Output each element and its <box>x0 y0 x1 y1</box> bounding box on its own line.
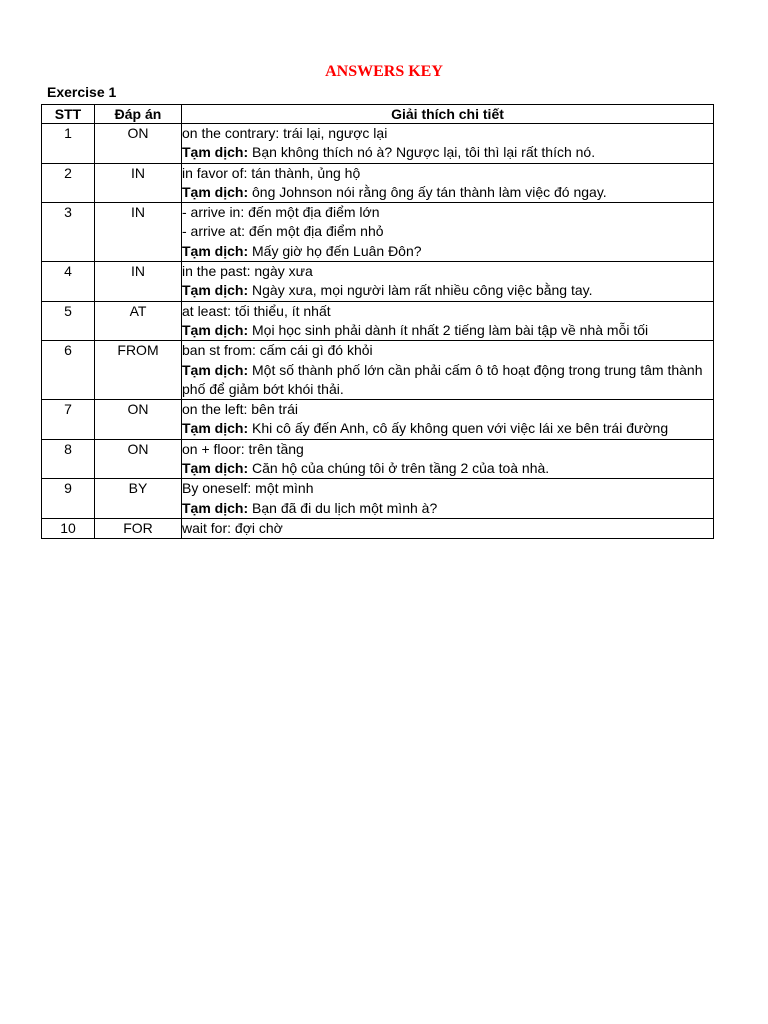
translation-text: Mọi học sinh phải dành ít nhất 2 tiếng làm bài tập về nhà mỗi tối <box>252 321 649 338</box>
row-explanation <box>182 301 714 341</box>
answers-table <box>41 104 714 539</box>
row-number: 3 <box>42 203 95 262</box>
row-explanation <box>182 341 714 400</box>
row-answer: ON <box>95 124 182 164</box>
translation-label: Tạm dịch: <box>182 460 249 477</box>
explanation-line: on + floor: trên tầng <box>182 440 304 457</box>
row-explanation <box>182 518 714 538</box>
translation-label: Tạm dịch: <box>182 282 249 299</box>
translation-line <box>182 361 713 400</box>
row-number: 5 <box>42 301 95 341</box>
header-answer: Đáp án <box>95 105 182 124</box>
translation-text: Bạn không thích nó à? Ngược lại, tôi thì lại rất thích nó. <box>252 144 596 161</box>
explanation-line: in favor of: tán thành, ủng hộ <box>182 164 361 181</box>
table-row <box>42 203 714 262</box>
translation-text: Mấy giờ họ đến Luân Đôn? <box>252 242 422 259</box>
translation-text: Một số thành phố lớn cần phải cấm ô tô hoạt động trong trung tâm thành phố để giảm bớt khói thải. <box>182 361 703 397</box>
header-explanation: Giải thích chi tiết <box>182 105 714 124</box>
row-number: 7 <box>42 400 95 440</box>
row-explanation <box>182 262 714 302</box>
row-explanation <box>182 479 714 519</box>
row-answer: IN <box>95 203 182 262</box>
table-row <box>42 301 714 341</box>
explanation-line: on the contrary: trái lại, ngược lại <box>182 125 388 141</box>
row-explanation <box>182 400 714 440</box>
row-explanation <box>182 203 714 262</box>
page-title: ANSWERS KEY <box>325 63 443 80</box>
translation-text: Bạn đã đi du lịch một mình à? <box>252 499 438 516</box>
table-row <box>42 479 714 519</box>
row-number: 6 <box>42 341 95 400</box>
row-number: 9 <box>42 479 95 519</box>
row-number: 8 <box>42 439 95 479</box>
row-answer: FOR <box>95 518 182 538</box>
row-answer: ON <box>95 439 182 479</box>
translation-text: Khi cô ấy đến Anh, cô ấy không quen với việc lái xe bên trái đường <box>252 420 669 437</box>
translation-line <box>182 281 713 300</box>
explanation-line: wait for: đợi chờ <box>182 519 283 536</box>
translation-label: Tạm dịch: <box>182 242 249 259</box>
table-row <box>42 518 714 538</box>
translation-line <box>182 143 713 162</box>
row-answer: IN <box>95 262 182 302</box>
header-stt: STT <box>42 105 95 124</box>
table-row <box>42 163 714 203</box>
translation-label: Tạm dịch: <box>182 183 249 200</box>
row-number: 2 <box>42 163 95 203</box>
explanation-line: ban st from: cấm cái gì đó khỏi <box>182 342 373 359</box>
translation-line <box>182 183 713 202</box>
explanation-line: on the left: bên trái <box>182 401 298 418</box>
explanation-line: in the past: ngày xưa <box>182 263 313 280</box>
translation-line <box>182 499 713 518</box>
row-number: 10 <box>42 518 95 538</box>
translation-label: Tạm dịch: <box>182 420 249 437</box>
translation-line <box>182 419 713 438</box>
row-number: 1 <box>42 124 95 164</box>
translation-label: Tạm dịch: <box>182 361 249 378</box>
row-answer: IN <box>95 163 182 203</box>
explanation-line: - arrive at: đến một địa điểm nhỏ <box>182 223 384 240</box>
row-explanation <box>182 163 714 203</box>
translation-label: Tạm dịch: <box>182 499 249 516</box>
translation-text: ông Johnson nói rằng ông ấy tán thành làm việc đó ngay. <box>252 183 607 200</box>
row-answer: FROM <box>95 341 182 400</box>
translation-text: Căn hộ của chúng tôi ở trên tầng 2 của toà nhà. <box>252 460 550 477</box>
row-number: 4 <box>42 262 95 302</box>
exercise-label: Exercise 1 <box>47 84 117 100</box>
explanation-line: at least: tối thiểu, ít nhất <box>182 302 331 319</box>
table-row <box>42 439 714 479</box>
translation-line <box>182 459 713 478</box>
translation-text: Ngày xưa, mọi người làm rất nhiều công việc bằng tay. <box>252 282 593 299</box>
translation-label: Tạm dịch: <box>182 144 249 161</box>
explanation-line: By oneself: một mình <box>182 480 314 497</box>
row-answer: ON <box>95 400 182 440</box>
translation-line <box>182 242 713 261</box>
table-row <box>42 262 714 302</box>
translation-label: Tạm dịch: <box>182 321 249 338</box>
table-row <box>42 400 714 440</box>
row-answer: BY <box>95 479 182 519</box>
table-row <box>42 341 714 400</box>
table-header-row <box>42 105 714 124</box>
table-row <box>42 124 714 164</box>
explanation-line: - arrive in: đến một địa điểm lớn <box>182 204 380 221</box>
row-explanation <box>182 124 714 164</box>
row-answer: AT <box>95 301 182 341</box>
translation-line <box>182 321 713 340</box>
row-explanation <box>182 439 714 479</box>
